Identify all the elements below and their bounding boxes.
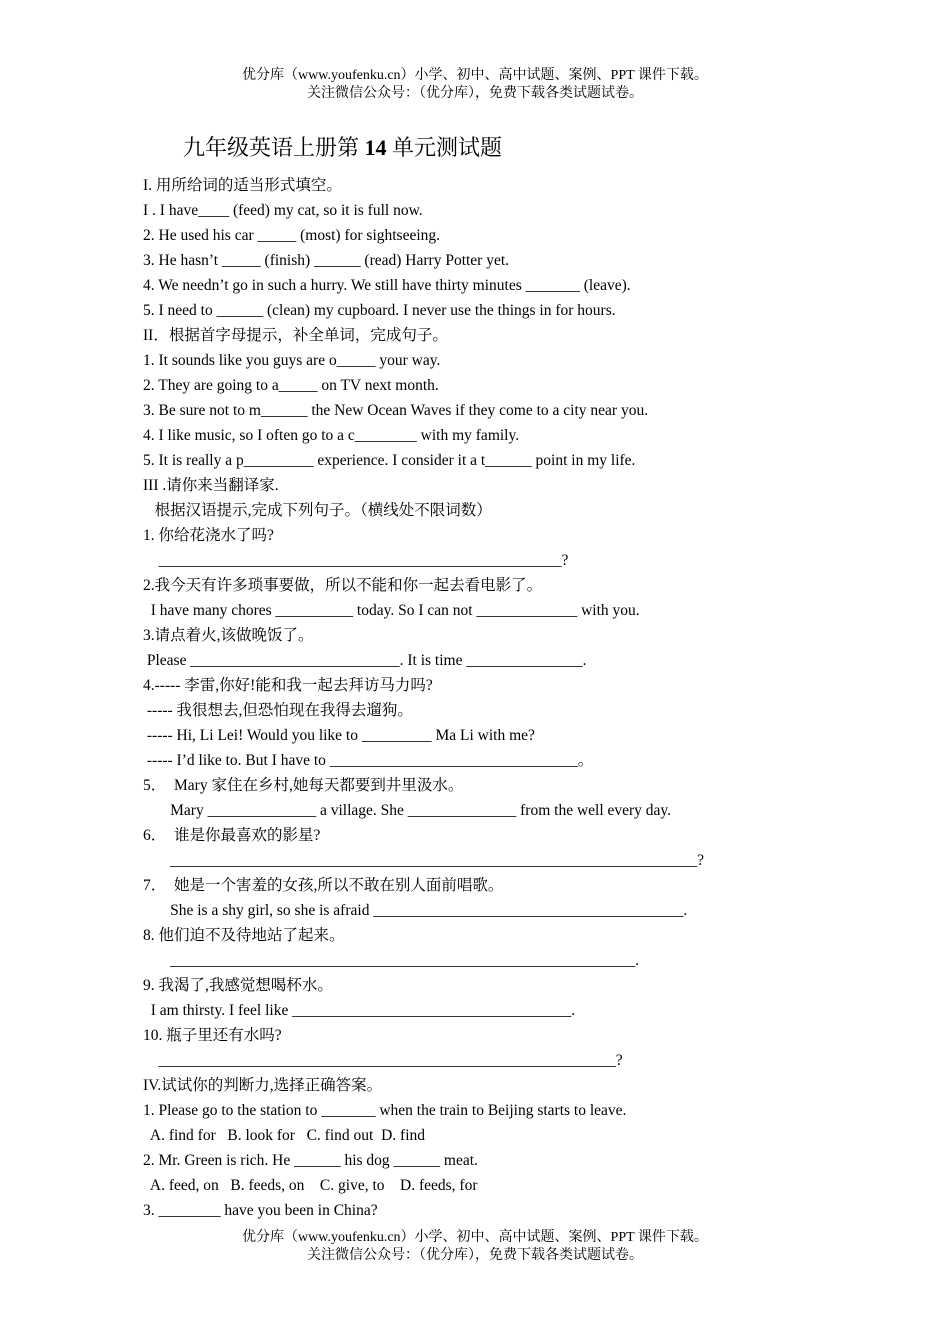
document-line: 3. Be sure not to m______ the New Ocean Waves if they come to a city near you. — [143, 402, 649, 419]
document-line: 3. He hasn’t _____ (finish) ______ (read) Harry Potter yet. — [143, 252, 510, 269]
document-line: ____________________________________________________________. — [143, 952, 639, 969]
page-footer — [0, 1229, 950, 1265]
header-line-1: 优分库（www.youfenku.cn）小学、初中、高中试题、案例、PPT 课件下载。 — [242, 68, 708, 83]
document-line: 2.我今天有许多琐事要做，所以不能和你一起去看电影了。 — [143, 577, 543, 594]
document-line: 5. I need to ______ (clean) my cupboard. I never use the things in for hours. — [143, 302, 616, 319]
document-line: ___________________________________________________________? — [143, 1052, 623, 1069]
document-line: 9. 我渴了,我感觉想喝杯水。 — [143, 977, 333, 994]
document-line: I have many chores __________ today. So I can not _____________ with you. — [143, 602, 640, 619]
document-title — [183, 134, 502, 162]
document-line: 1. It sounds like you guys are o_____ your way. — [143, 352, 441, 369]
document-line: 3.请点着火,该做晚饭了。 — [143, 627, 314, 644]
document-line: She is a shy girl, so she is afraid ________________________________________. — [143, 902, 688, 919]
document-line: 6． 谁是你最喜欢的影星? — [143, 827, 321, 844]
document-line: II．根据首字母提示，补全单词，完成句子。 — [143, 327, 448, 344]
document-line: 2. Mr. Green is rich. He ______ his dog ______ meat. — [143, 1152, 478, 1169]
title-unit-number: 14 — [364, 135, 387, 160]
document-line: ____________________________________________________________________? — [143, 852, 705, 869]
document-line: I am thirsty. I feel like ____________________________________. — [143, 1002, 576, 1019]
document-line: 1. 你给花浇水了吗? — [143, 527, 274, 544]
document-line: A. find for B. look for C. find out D. find — [143, 1127, 425, 1144]
document-line: 4. I like music, so I often go to a c________ with my family. — [143, 427, 520, 444]
document-line: 5. It is really a p_________ experience. I consider it a t______ point in my life. — [143, 452, 636, 469]
document-line: 7． 她是一个害羞的女孩,所以不敢在别人面前唱歌。 — [143, 877, 504, 894]
document-line: 根据汉语提示,完成下列句子。（横线处不限词数） — [143, 502, 492, 519]
document-line: ____________________________________________________? — [143, 552, 569, 569]
document-line: 5． Mary 家住在乡村,她每天都要到井里汲水。 — [143, 777, 464, 794]
document-line: ----- I’d like to. But I have to ________________________________。 — [143, 752, 594, 769]
document-line: 2. He used his car _____ (most) for sightseeing. — [143, 227, 441, 244]
document-line: IV.试试你的判断力,选择正确答案。 — [143, 1077, 383, 1094]
document-line: A. feed, on B. feeds, on C. give, to D. feeds, for — [143, 1177, 478, 1194]
footer-line-2: 关注微信公众号：（优分库），免费下载各类试题试卷。 — [307, 1248, 643, 1263]
document-line: Please ___________________________. It is time _______________. — [143, 652, 587, 669]
title-prefix: 九年级英语上册第 — [183, 135, 365, 160]
document-line: 2. They are going to a_____ on TV next month. — [143, 377, 439, 394]
document-line: Mary ______________ a village. She ______________ from the well every day. — [143, 802, 672, 819]
page-header — [0, 67, 950, 103]
document-line: 4.----- 李雷,你好!能和我一起去拜访马力吗? — [143, 677, 433, 694]
document-line: 3. ________ have you been in China? — [143, 1202, 378, 1219]
header-line-2: 关注微信公众号：（优分库），免费下载各类试题试卷。 — [307, 86, 643, 101]
document-line: 4. We needn’t go in such a hurry. We still have thirty minutes _______ (leave). — [143, 277, 631, 294]
title-suffix: 单元测试题 — [386, 135, 503, 160]
document-line: 8. 他们迫不及待地站了起来。 — [143, 927, 345, 944]
footer-line-1: 优分库（www.youfenku.cn）小学、初中、高中试题、案例、PPT 课件下载。 — [242, 1230, 708, 1245]
document-line: 1. Please go to the station to _______ when the train to Beijing starts to leave. — [143, 1102, 627, 1119]
document-line: ----- 我很想去,但恐怕现在我得去遛狗。 — [143, 702, 413, 719]
document-line: ----- Hi, Li Lei! Would you like to _________ Ma Li with me? — [143, 727, 535, 744]
document-line: I . I have____ (feed) my cat, so it is full now. — [143, 202, 423, 219]
document-body — [143, 173, 863, 1223]
document-line: I. 用所给词的适当形式填空。 — [143, 177, 342, 194]
document-line: 10. 瓶子里还有水吗? — [143, 1027, 282, 1044]
document-line: III .请你来当翻译家. — [143, 477, 279, 494]
